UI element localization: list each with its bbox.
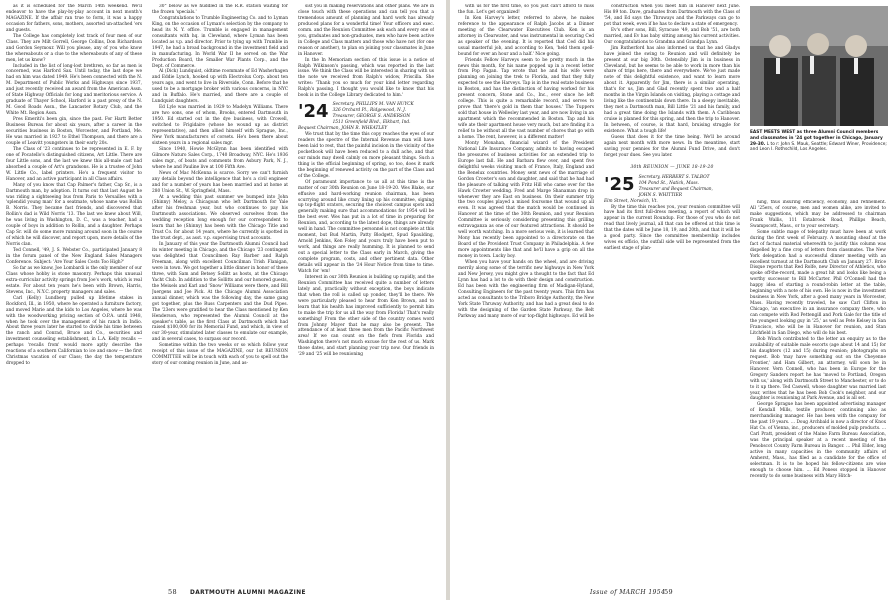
paragraph: Guess that does it for the time being. We'll be around again next month with more news. In the meantime, start saving your pennies for the Alumni Fund Drive, and don't forget your dues. See you later.: [604, 134, 740, 158]
issue-footer: Issue of MARCH 1954: [590, 589, 666, 596]
officer-line: JOHN S. WHITTIER: [638, 192, 682, 198]
officer-line: Bequest Chairman, JOHN R. WHEATLEY: [298, 126, 388, 132]
officer-line: Treasurer, GEORGE S. ANDERSON: [332, 114, 411, 120]
left-column-1: [6, 4, 142, 594]
officer-line: Secretary, PHILLIPS M. VAN HUYCK: [332, 102, 414, 108]
photo-caption-lead: EAST MEETS WEST as three Alumni Council members and classmates in '24 got together in Chicago, January 29-30.: [750, 130, 883, 147]
paragraph: Of paramount importance to us all at this time is the matter of our 30th Reunion on June 18-19-20. Wes Blake, our effusive and hard-working reunion chairman, has been scurrying around like crazy lining up his committee, signing up top-flight orators, securing the choicest campus spots and generally making sure that accommodations for 1954 will be the best ever. Wes has put in a lot of time in preparing for Reunion, and, according to the latest dope, things are already well in hand. The committee personnel is not complete at this moment, but Bud Martin, Patty Blodgett, Spud Spaulding, Arnold Jenkins, Ken Foley and yours truly have been put to work, and things are really humming. It is planned to send out a special letter to the Class early in March, giving the complete program, costs, and other pertinent data. Other details will appear in the '24 Hour Notice from time to time. Watch for 'em!: [298, 179, 434, 274]
class-photo: [750, 6, 888, 126]
paragraph: Pres Emeriti's been gin, since the past. For Hartt Better Business Bureau for about six years, after a career in the securities business in Boston, Worcester, and Portland, Me. He was married in 1927 to Ethel Thompson, and there are a couple of Leavitt youngsters in their early 20s.: [6, 117, 142, 146]
paragraph: The Class of '23 continues to be represented in E. F. by one of Pocatello's distinguished citizens, Art Little. There are four Little sons, and the last we knew this all-male cast had absorbed a couple of Art's grandsons. He is a trustee of John W. Little Co., label printers. He's a frequent visitor to Hanover, and an active participant in all Class affairs.: [6, 146, 142, 182]
paragraph: Ed Lyle was married in 1929 to Madelyn Williams. There are two sons, one of whom, Brooks, entered Dartmouth in 1950. Ed started out in the dye business, with Crowell, switched to Frigidaire (whose he wound up as district representative), and then allied himself with Sprague, Inc., New York manufacturers of corsets. He's been there about sixteen years in a regional sales mgr.: [152, 105, 288, 146]
right-page: [450, 0, 896, 600]
paragraph: News of Mac McKenna is scarce. Sorry we can't furnish any details beyond the intelligence that he's a civil engineer and for a number of years has been married and at home at 280 Union St., W. Springfield, Mass.: [152, 170, 288, 194]
paragraph: George Sprague has been appointed advertising manager of Kendall Mills, textile producer, continuing also as merchandising manager. He has been with the company for the past 19 years. ... Doug Archbald is now a director of Knox Hat Co. of Vienna, inc., producers of molded pulp products. ... Carl Pratt, president of the Maine Farm Bureau Association, was the principal speaker at a recent meeting of the Penobscot County Farm Bureau in Bangor. ... Phil Elder, long active in many capacities in the community affairs of Amherst, Mass., has filed as a candidate for the office of selectman. It is to be hoped his fellow-citizens are wise enough to choose him. ... Ed Poness stopped in Hanover recently to do some business with Mary Hitch-: [750, 402, 886, 479]
reunion-dates-line: 30th REUNION — JUNE 18-19-20: [630, 164, 714, 170]
page-number-right: 59: [664, 588, 674, 596]
paragraph: Included in the list of long-lost brethren, so far as men is concerned, was Harford Sax. Until today, the last dope we had on him was dated 1949. He's been connected with the N. M. Department of Public Works and Highways since 1937, and just recently received an award from the American Assn. of State Highway Officials for long and meritorious service. A graduate of Thayer School, Harford is a past prexy of the N. M. Good Roads Assn., the Lancaster Rotary Club, and the White Mt. Region Assn.: [6, 63, 142, 117]
right-column-3: [750, 200, 886, 590]
photo-caption: [750, 130, 888, 153]
left-column-3: [298, 4, 434, 594]
officer-line: Secretary, HERBERT S. TALBOT: [638, 174, 710, 180]
left-column-2: [152, 4, 288, 594]
paragraph: When you have your hands on the wheel, and are driving merrily along some of the terrific new highways in New York and New Jersey, you might give a thought to the fact that Ed Lynn has had a lot to do with their design and construction. Ed has been with the engineering firm of Madigan-Hyland, Consulting Engineers for the past twenty years. This firm has acted as consultants to the Triboro Bridge Authority, the New York State Thruway Authority, and has had a great deal to do with the designing of the Garden State Parkway, the Belt Parkway and many more of our top-flight highways. Ed will be: [458, 259, 594, 319]
paragraph: The College has completely lost track of four men of our Class. They are Milt Gorrell, George Collins, Don Richardson and Gordon Seymour. Will you please, any of you who know the whereabouts or a clue to the whereabouts of any of these men, let us know?: [6, 33, 142, 63]
paragraph: Monty Monahan, financial wizard of the President National Life Insurance Company, admits to having escaped the pressures of business activities for an extended trip to Europe last fall. He and Barbara flew over, and spent five delightful weeks visiting much of France, Italy, England and the Benelux countries. Money sent news of the marriage of Gordon Crowter's son and daughter, and said that he had had the pleasure of talking with Fritz Hill who came over for the Hawk Crowter wedding. Fred and Marge Shanaman drop in whenever they are East on business. On their summer trip the two couples played a mixed foursome that wound up all even. It was agreed that the match would be continued in Hanover at the time of the 30th Reunion, and your Reunion Committee is seriously considering presenting this grilling extravaganza as one of our featured attractions. It should be well worth watching. In a more serious vein, it is learned that Mony has recently been appointed to a directorate on the Board of the Provident Trust Company in Philadelphia. A few more appointments like that and he'll have a grip on all the money in town. Lucky boy.: [458, 140, 594, 260]
paragraph: Sometime within the two weeks or so which follow your receipt of this issue of the MAGAZINE, our 1st REUNION COMMITTEE will be in touch with each of you to spell out the story of our coming reunion in June, and as-: [152, 343, 288, 367]
right-column-1: [458, 4, 594, 594]
paragraph: Many of you know that Cap Palmer's father, Cap Sr., is a Dartmouth man, by adoption. It turns out that last August he was riding a sightseeing bus from Paris to Versailles with a 'splendid young man' for a seatmate, whose name was Rollin B. Norris. They became fast friends, and discovered that Rollin's dad is Wild Norris '13. The last we knew about Will, he was living in Washington, D. C., was a teacher, had a couple of boys in addition to Rollin, and a daughter. Perhaps Cap Sr. will do some more running around soon in the course of which he will discover, and report upon, more details of the Norris clan.: [6, 182, 142, 248]
paragraph: Congratulations to Trumble Engineering Co. and to Lyman King, on the occasion of Lyman's selection by the company to head its N. Y. office. Trumble is engaged in management consultants with hq. in Cleveland, where Lyman has been located as v.p. and director. Prior to tying up with Trumble in 1947, he had a broad background in the investment field and in manufacturing. In World War II he served on the War Production Board, the Smaller War Plants Corp., and the Dept. of Commerce.: [152, 15, 288, 69]
magazine-title-footer: DARTMOUTH ALUMNI MAGAZINE: [190, 590, 306, 596]
paragraph: In January of this year the Dartmouth Alumni Council had its winter meeting in Chicago, and the Chicago '23 contingent was delighted that Councilmen Ray Barber and Ralph Freeman, along with excellent Councilman Trish Flanigan, were in town. We got together a little dinner in honor of these three, with Sam and Betsey Sollitt as hosts, at the Chicago Yacht Club. In addition to the Sollitts and our honored guests, the Meixels and Karl and 'Snow' Williams were there, and Bill Juergens and Joe Pick. At the Chicago Alumni Association annual dinner, which was the following day, the same gang got together, plus the Russ Carpenters and the Dud Pipes. The '23ers were gratified to hear the Class mentioned by Ken Henderson, who represented the Alumni Council at the speaker's table, as the first Class at Dartmouth which had raised $100,000 for its Memorial Fund, and which, in view of our 30-year, stimulated later classes to emulate our example, and in several cases, to surpass our record.: [152, 242, 288, 343]
left-column-3-body: [298, 132, 434, 358]
paragraph: Ev's other sons, Bill, Syracuse '49, and Bob '51, are both married, and Ev has baby sitting among his current activities. Our congratulations to Grandma and Grandpa Lynn.: [604, 27, 740, 45]
right-column-2-intro: [604, 4, 740, 159]
officer-line: Elm Street, Norwich, Vt.: [604, 198, 658, 204]
paragraph: Al (Dick) Lundquist, oldtime roommate of Ed Washerhagen and Eddie Lynch, hooked up with Electrolux Corp. about ten years ago, and went to live in Riverside, Conn. Before that he used to be a mortgage broker with various concerns, in NYC and in Buffalo. He's married, and there are a couple of Lundquist daughters.: [152, 69, 288, 105]
right-column-2-body: [604, 205, 740, 253]
photo-caption-names: L to r: John S. Mauk, Seattle; Edward Winer, Providence; and Leon I. Rothschild, Los Angeles.: [750, 141, 887, 153]
paragraph: We trust that by the time this copy reaches the eyes of our readers the spectre of the Internal Revenue man will have been laid to rest, that the painful incision in the vicinity of the pocketbook will have been reduced to a dull ache, and that our minds may dwell calmly on more pleasant things. Such a thing is the official beginning of spring, so too, does it mark the beginning of renewed activity on the part of the Class and of the College.: [298, 132, 434, 179]
officer-line: 1511 Greenfield Blvd., Elkhart, Ind.: [332, 120, 411, 126]
class-1925-header: [604, 175, 740, 205]
paragraph: Since 1940, Howie McGlynn has been identified with Gilmore Naturo Sales Corp., 1740 Broadway, NYC. He's 1936 sales mgr., of boats and comments from Asbury Park, N. J., where he and Pauline live at 100 Fifth Ave.: [152, 146, 288, 170]
paragraph: sist you in making reservations and other plans. We are in close touch with these operations and can tell you that a tremendous amount of planning and hard work has already produced plans for a wonderful time! Your officers and exec. comm. and the Reunion Committee ask each and every one of you, graduates and non-graduates, men who have been active in College and Class matters and those who have not (for one reason or another), to plan on joining your classmates in June in Hanover.: [298, 4, 434, 57]
paragraph: Friends Fellow Harveys seem to be pretty much in the news this month, for his name popped up in a recent letter from Pop Fagan. Tap wrote that he and his wife were planning on joining the trek to Florida, and that they fully expected to see the Harveys. Tap is in the real estate business in Boston, and has the distinction of having worked for his present concern, Stone and Co., Inc., ever since he left college. This is quite a remarkable record, and serves to prove that 'there's gold in them thar houses.' The Tuppers sold that house in Wellesley last year, and are now living in an apartment which the recommended in Boston. Tap and his wife ate their apartment house very much, but are finding it a relief to be without all the vast number of chores that go with a home. The rent, however, is a different matter!: [458, 57, 594, 140]
paragraph: So far as we know, Joe Lombardi is the only member of our Class whose hobby is stone masonry. Perhaps this unusual extra-curricular activity springs from Joe's work, which is real estate. For about ten years he's been with Brown, Harris, Stevens, Inc., N.Y.C. property managers and sales.: [6, 265, 142, 295]
officer-line: 326 Orchard Pl., Ridgewood, N. J.: [332, 108, 406, 114]
officer-line: 104 Pond St., Natick, Mass.: [638, 180, 699, 186]
class-1924-header: [298, 102, 434, 132]
paragraph: construction when you meet him in Hanover next June. His 89 ton. Dave, graduates from Dartmouth with the Class of '54, and Ed says the Thruways and the Parkways can go to pot that week, even if he has to declare a state of emergency.: [604, 4, 740, 27]
left-column-3-intro: [298, 4, 434, 99]
officer-line: Treasurer and Bequest Chairman,: [638, 186, 713, 192]
left-page: [0, 0, 446, 600]
class-1924-numeral: '24: [298, 101, 329, 123]
paragraph: At a wedding this past summer we bumped into John (Shinny) Meloy, a Chicagoan who left Dartmouth for Yale after his freshman year, but who continues to pay his Dartmouth associations. We observed ourselves from the wedding reception long enough for our correspondent to learn that he (Shinny) has been with the Chicago Title and Trust Co. for about 14 years, where he currently is spotted in the trust dept., as asst. v.p. supervising trust accounts.: [152, 194, 288, 242]
paragraph: Interest in our 30th Reunion is building up rapidly, and the Reunion Committee has received quite a number of letters lately and, practically without exception, the boys indicate that when the roll is called up yonder, they'll be there. We were particularly pleased to hear from Ken Brown, and to learn that his health has improved sufficiently to permit him to make the trip for us all the way from Florida! That's really something! From the other side of the country comes word from Johnny Mayer that he may also be present. The attendance of at least three men from the Pacific Northwest area! If we can count on the fiefs from Florida and Washington there's not much excuse for the rest of us. Mark those dates, and start planning your trip now. Our friends in '29 and '25 will be reunioning: [298, 274, 434, 358]
paragraph: In Ken Harvey's letter, referred to above, he makes reference to the appearance of Ralph Jacobs at a Dinner meeting of the Clearwater Executives Club. Ken is an attorney in Clearwater, and was instrumental in securing Ced as speaker of the evening. It is reported that Ced did his usual masterful job, and according to Ken, 'held them spell-bound for over an hour and a half.' Nice going.: [458, 15, 594, 57]
paragraph: Jim Rutherford has also informed us that he and Gladys have joined the swing to Reunion and will definitely be present at our big 30th. Ostensibly Jim is in business in Cleveland, but he seems to be able to work in more than his share of trips here, there and everywhere. We've just made note of this delightful existence, and want to learn more about it. Apparently for Jim, there is a similar operating, that's for us, Jim and Glad recently spent two and a half months in the Virgin Islands on visiting, playing a cottage and living like the continentals down there. In a sleepy inevitable, they met a Dartmouth man, Bill Little '21 and his family, and had a great time doing the Islands with them. A Caribbean cruise is planned for this spring, and then the trip to Hanover. In between, of course, is that hard, bruising struggle for existence. What a tough life!: [604, 45, 740, 135]
paragraph: as it is scheduled for the March 14th weekend. We'll endeavor to have the play-by-play account in next month's MAGAZINE. If the affair ran true to form, it was a happy occasion for fathers, sons, mothers, assorted un-attached 'ers and guests.: [6, 4, 142, 33]
paragraph: with us for the first time, so you just can't afford to miss the fun. Let's get organized!: [458, 4, 594, 15]
class-1925-numeral: '25: [604, 173, 635, 195]
right-column-2: [604, 4, 740, 594]
paragraph: Ted Connell, '49, J. S. Webster Co., participated January 8 in the forum panel of the New England Sales Managers Conference. Subject: 'Are Your Sales Costs Too High?': [6, 248, 142, 265]
paragraph: Some subtle mage of telepathy must have been at work during the first week of February. A mounting sheaf at the fact of factual material wherewith to justify this column was dispelled by a fine crop of letters from classmates. The New York delegation had a successful dinner meeting with an excellent turnout at the Dartmouth Club on January 27. Brice Disque reports that Red Rolfe, new Director of Athletics, who spoke off-the-record, made a great hit and looks like being a worthy successor to Bill McCarter. Phil O'Connell had the happy idea of starting a round-robin letter at the table, beginning with a note of his own. He is now in the investment business in New York, after a good many years in Worcester, Mass. Having recently traveled, he saw Carl Clifton in Chicago, 'an executive in an insurance company there, who can compete with Rod Pettengill and Pork Gale for the title of the youngest looking guy in '25,' as well as Pete Kelsey in San Francisco, who will be in Hanover for reunion, and Stan Litchfield in San Diego, who will do his best.: [750, 229, 886, 336]
paragraph: Carl (Kelly) Lundberg pulled up lifetime stakes in Rockford, Ill., in 1950, where he operated a furniture factory, and moved Marie and the kids to Los Angeles, where he was with the woodworking pricing section of O.P.A. until 1948, when he took over the management of his ranch in Indio. About three years later he started to divide his time between the ranch and Conrad, Bruce and Co., securities and investment counseling establishment, in L.A. Kelly recalls — perhaps 'recalls from' would more aptly describe the reactions of a southern Californian to ice and snow — the first Christmas vacation of our Class; the day the temperature dropped to: [6, 295, 142, 367]
page-number-left: 58: [168, 588, 178, 596]
paragraph: ning, thus insuring efficiency, economy, and refinement. All '25ers, of course, men and women alike, are invited to make suggestions, which may be addressed to chairman Frank Wallis, 111 Estabrook Road, Phillips Beach, Swampscott, Mass., or to your secretary.: [750, 200, 886, 229]
paragraph: By the time this reaches you, your reunion committee will have had its first full-dress meeting, a report of which will appear in the current Roundup. For those of you who do not read that lively journal, all that can be offered at this time is that the dates will be June 18, 19, and 20th, and that it will be a good party. Since the committee membership includes wives ex officio, the outfall side will be represented from the earliest stage of plan-: [604, 204, 740, 252]
paragraph: In the In Memoriam section of this issue is a notice of Ralph Wilkinson's passing, which was reported in the last issue. We think the Class will be interested in sharing with us the note we received from Ralph's widow, Priscilla. She writes: 'Thank you so much for your kind letter regarding Ralph's passing. I thought you would like to know that his book is in the College Library dedicated to him.': [298, 57, 434, 99]
class-photo-image: [750, 6, 888, 126]
paragraph: Bob Winch contributed to the letter an enquiry as to the availability of suitable male escorts (age about 14 and 15) for his daughters (12 and 15) during reunion; photographs on request. Bob 'may have something out on the Cheyenne Frontier,' and Ham Gilbert, an attorney, will soon be in Hanover. Vern Connell, who has been in Europe for the Gregory Sanders report he has 'moved to Portland, Oregon with us,' along with Dartmouth Street to Manchester, or to do to it up there. Ted Caswell, whose daughter was married last year, writes that he has been Bob Cook's neighbor, and our daughter is reunioning at Park Avenue, and is all set.: [750, 336, 886, 402]
paragraph: 30° below as we huddled in the R.R. station waiting for the frozen 'specials.': [152, 4, 288, 15]
